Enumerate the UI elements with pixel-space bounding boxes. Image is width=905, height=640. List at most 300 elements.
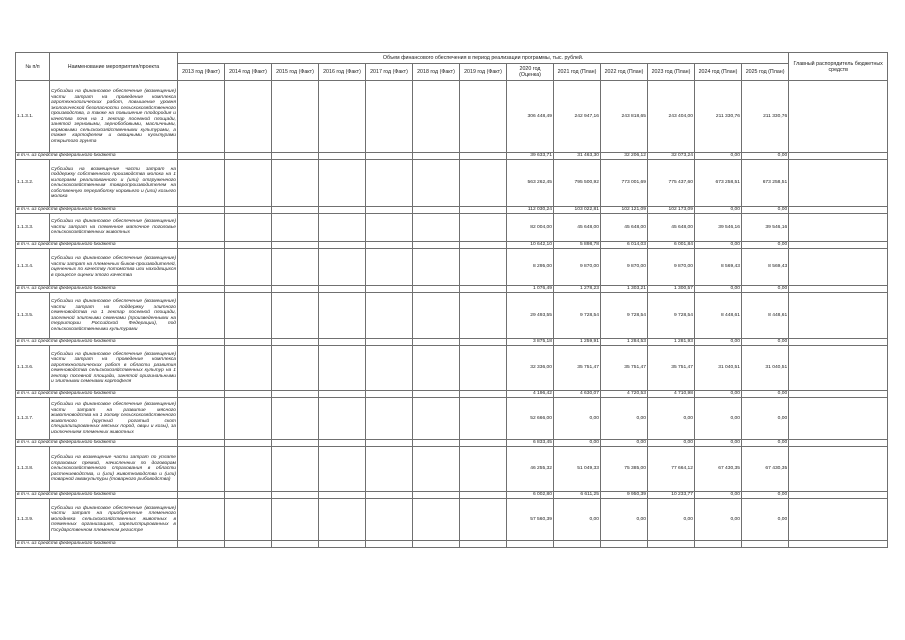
row-value-cell xyxy=(272,249,319,286)
col-header-year: 2013 год (Факт) xyxy=(178,64,225,81)
row-code: 1.1.3.8. xyxy=(16,447,50,492)
federal-value-cell xyxy=(460,286,507,293)
federal-value-cell xyxy=(413,492,460,499)
row-value-cell xyxy=(366,160,413,207)
row-manager-cell xyxy=(789,346,888,391)
row-value-cell xyxy=(225,398,272,440)
row-value-cell xyxy=(460,398,507,440)
row-value-cell xyxy=(460,249,507,286)
row-value-cell: 77 664,12 xyxy=(648,447,695,492)
row-code: 1.1.3.6. xyxy=(16,346,50,391)
table-row xyxy=(16,346,888,391)
federal-value-cell xyxy=(272,492,319,499)
row-value-cell: 211 330,76 xyxy=(695,81,742,153)
row-value-cell: 9 870,00 xyxy=(648,249,695,286)
federal-value-cell xyxy=(225,541,272,548)
federal-value-cell: 10 233,77 xyxy=(648,492,695,499)
federal-value-cell: 102 121,09 xyxy=(601,207,648,214)
federal-manager-cell xyxy=(789,492,888,499)
federal-subrow xyxy=(16,440,888,447)
row-value-cell: 8 448,61 xyxy=(742,293,789,339)
row-value-cell: 0,00 xyxy=(648,499,695,541)
row-manager-cell xyxy=(789,81,888,153)
federal-value-cell xyxy=(695,541,742,548)
row-value-cell xyxy=(413,214,460,242)
row-name: Субсидии на финансовое обеспечение (возмещение) части затрат на поддержку элитного семеноводства на 1 гектар посевной площади, засеянной элитными семенами (произведенными на территории Российской Федерации), под сельскохозяйственными культурами xyxy=(50,293,178,339)
row-value-cell: 773 001,69 xyxy=(601,160,648,207)
federal-subrow-label: в т.ч. из средств федерального бюджета xyxy=(16,286,178,293)
row-value-cell: 51 049,33 xyxy=(554,447,601,492)
federal-value-cell xyxy=(366,286,413,293)
col-header-year: 2019 год (Факт) xyxy=(460,64,507,81)
row-code: 1.1.3.7. xyxy=(16,398,50,440)
federal-value-cell xyxy=(413,339,460,346)
row-value-cell: 8 295,00 xyxy=(507,249,554,286)
federal-value-cell xyxy=(319,492,366,499)
federal-value-cell xyxy=(366,242,413,249)
row-value-cell: 8 569,43 xyxy=(695,249,742,286)
row-value-cell xyxy=(413,81,460,153)
row-value-cell xyxy=(272,214,319,242)
federal-value-cell: 0,00 xyxy=(695,153,742,160)
row-name: Субсидии на финансовое обеспечение (возмещение) части затрат на племенных быков-производителей, оцененных по качеству потомства или находящихся в процессе оценки этого качества xyxy=(50,249,178,286)
col-header-year: 2017 год (Факт) xyxy=(366,64,413,81)
federal-value-cell xyxy=(225,440,272,447)
row-value-cell xyxy=(225,447,272,492)
federal-value-cell: 39 633,71 xyxy=(507,153,554,160)
row-value-cell: 0,00 xyxy=(695,398,742,440)
federal-value-cell: 6 014,03 xyxy=(601,242,648,249)
row-value-cell: 45 648,00 xyxy=(554,214,601,242)
federal-value-cell: 103 022,81 xyxy=(554,207,601,214)
col-header-year: 2018 год (Факт) xyxy=(413,64,460,81)
row-value-cell: 31 040,51 xyxy=(695,346,742,391)
row-value-cell xyxy=(272,346,319,391)
row-value-cell xyxy=(366,398,413,440)
federal-manager-cell xyxy=(789,242,888,249)
row-value-cell xyxy=(460,81,507,153)
row-manager-cell xyxy=(789,249,888,286)
federal-manager-cell xyxy=(789,153,888,160)
col-header-name: Наименование мероприятия/проекта xyxy=(50,53,178,81)
col-header-year: 2014 год (Факт) xyxy=(225,64,272,81)
row-value-cell: 0,00 xyxy=(601,398,648,440)
row-value-cell: 8 569,43 xyxy=(742,249,789,286)
federal-value-cell: 5 898,78 xyxy=(554,242,601,249)
table-row xyxy=(16,293,888,339)
federal-value-cell: 0,00 xyxy=(695,286,742,293)
federal-value-cell: 0,00 xyxy=(554,440,601,447)
federal-subrow xyxy=(16,339,888,346)
federal-value-cell xyxy=(413,391,460,398)
row-value-cell xyxy=(225,249,272,286)
row-value-cell xyxy=(272,160,319,207)
row-value-cell: 0,00 xyxy=(695,499,742,541)
row-name: Субсидии на возмещение части затрат на поддержку собственного производства молока на 1 килограмм реализованного и (или) отгруженного сельскохозяйственным товаропроизводителем на собственную переработку коровьего и (или) козьего молока xyxy=(50,160,178,207)
federal-value-cell: 0,00 xyxy=(742,391,789,398)
col-header-year: 2021 год (План) xyxy=(554,64,601,81)
federal-value-cell xyxy=(366,391,413,398)
row-value-cell: 9 870,00 xyxy=(554,249,601,286)
col-header-year: 2025 год (План) xyxy=(742,64,789,81)
row-value-cell xyxy=(225,293,272,339)
federal-value-cell xyxy=(272,242,319,249)
federal-subrow xyxy=(16,242,888,249)
row-value-cell: 35 751,47 xyxy=(554,346,601,391)
federal-value-cell xyxy=(225,207,272,214)
federal-value-cell: 0,00 xyxy=(742,286,789,293)
row-value-cell xyxy=(413,346,460,391)
federal-subrow-label: в т.ч. из средств федерального бюджета xyxy=(16,153,178,160)
row-manager-cell xyxy=(789,160,888,207)
row-value-cell xyxy=(225,160,272,207)
federal-value-cell xyxy=(178,440,225,447)
federal-value-cell: 4 630,07 xyxy=(554,391,601,398)
row-value-cell xyxy=(178,81,225,153)
federal-value-cell xyxy=(178,339,225,346)
federal-value-cell xyxy=(742,541,789,548)
row-value-cell xyxy=(319,499,366,541)
federal-value-cell xyxy=(413,440,460,447)
federal-value-cell: 0,00 xyxy=(742,440,789,447)
table-row xyxy=(16,249,888,286)
federal-subrow-label: в т.ч. из средств федерального бюджета xyxy=(16,339,178,346)
row-value-cell xyxy=(413,499,460,541)
row-name: Субсидии на финансовое обеспечение (возмещение) части затрат на проведение комплекса агротехнологических работ в области развития семеноводства сельскохозяйственных культур на 1 гектар посевной площади, занятой оригинальными и элитными семенами картофеля xyxy=(50,346,178,391)
federal-value-cell xyxy=(272,339,319,346)
row-value-cell: 243 818,65 xyxy=(601,81,648,153)
row-value-cell xyxy=(319,346,366,391)
row-value-cell: 563 262,45 xyxy=(507,160,554,207)
row-value-cell xyxy=(178,214,225,242)
row-value-cell xyxy=(366,249,413,286)
row-name: Субсидии на финансовое обеспечение (возмещение) части затрат на приобретение племенного молодняка сельскохозяйственных животных в племенных организациях, зарегистрированных в Государственном племенном регистре xyxy=(50,499,178,541)
federal-value-cell: 4 710,98 xyxy=(648,391,695,398)
row-name: Субсидии на финансовое обеспечение (возмещение) части затрат на развитие мясного животноводства на 1 голову сельскохозяйственного животного (крупный рогатый скот специализированных мясных пород, овцы и козы), за исключением племенных животных xyxy=(50,398,178,440)
federal-manager-cell xyxy=(789,541,888,548)
federal-value-cell xyxy=(225,391,272,398)
federal-value-cell xyxy=(319,339,366,346)
row-value-cell xyxy=(319,447,366,492)
federal-subrow xyxy=(16,541,888,548)
row-value-cell: 45 648,00 xyxy=(648,214,695,242)
row-value-cell xyxy=(460,499,507,541)
federal-value-cell: 0,00 xyxy=(742,242,789,249)
row-value-cell xyxy=(319,293,366,339)
federal-value-cell xyxy=(460,541,507,548)
federal-value-cell xyxy=(178,492,225,499)
row-name: Субсидии на финансовое обеспечение (возмещение) части затрат на проведение комплекса агротехнологических работ, повышение уровня экологической безопасности сельскохозяйственного производства, а также на повышение плодородия и качества почв на 1 гектар посевной площади, занятой зерновыми, зернобобовыми, масличными, кормовыми сельскохозяйственными культурами, а также картофелем и овощными культурами открытого грунта xyxy=(50,81,178,153)
federal-value-cell xyxy=(319,242,366,249)
row-value-cell xyxy=(366,447,413,492)
federal-value-cell: 0,00 xyxy=(695,207,742,214)
row-value-cell xyxy=(460,447,507,492)
federal-subrow-label: в т.ч. из средств федерального бюджета xyxy=(16,492,178,499)
federal-value-cell xyxy=(319,541,366,548)
row-value-cell xyxy=(272,293,319,339)
row-code: 1.1.3.2. xyxy=(16,160,50,207)
federal-value-cell: 6 833,45 xyxy=(507,440,554,447)
row-value-cell xyxy=(272,398,319,440)
row-value-cell: 46 255,32 xyxy=(507,447,554,492)
row-value-cell: 9 870,00 xyxy=(601,249,648,286)
federal-value-cell xyxy=(225,339,272,346)
row-value-cell: 0,00 xyxy=(742,398,789,440)
federal-value-cell xyxy=(319,286,366,293)
row-value-cell xyxy=(272,499,319,541)
row-code: 1.1.3.1. xyxy=(16,81,50,153)
federal-manager-cell xyxy=(789,207,888,214)
federal-value-cell: 6 611,25 xyxy=(554,492,601,499)
federal-value-cell: 112 030,24 xyxy=(507,207,554,214)
col-header-year: 2024 год (План) xyxy=(695,64,742,81)
federal-value-cell xyxy=(178,242,225,249)
row-value-cell: 0,00 xyxy=(554,499,601,541)
row-value-cell: 9 728,54 xyxy=(601,293,648,339)
row-value-cell xyxy=(460,214,507,242)
row-value-cell: 795 500,92 xyxy=(554,160,601,207)
row-value-cell xyxy=(178,249,225,286)
federal-value-cell xyxy=(460,339,507,346)
federal-value-cell xyxy=(178,153,225,160)
federal-manager-cell xyxy=(789,391,888,398)
federal-subrow xyxy=(16,286,888,293)
federal-value-cell: 102 173,09 xyxy=(648,207,695,214)
federal-value-cell: 0,00 xyxy=(648,440,695,447)
row-value-cell xyxy=(225,499,272,541)
federal-value-cell: 0,00 xyxy=(742,492,789,499)
federal-value-cell xyxy=(319,391,366,398)
row-value-cell xyxy=(319,160,366,207)
row-value-cell: 9 728,54 xyxy=(554,293,601,339)
federal-subrow-label: в т.ч. из средств федерального бюджета xyxy=(16,242,178,249)
federal-value-cell xyxy=(272,541,319,548)
row-name: Субсидии на финансовое обеспечение (возмещение) части затрат на племенное маточное поголовье сельскохозяйственных животных xyxy=(50,214,178,242)
row-value-cell xyxy=(225,346,272,391)
federal-value-cell: 0,00 xyxy=(695,440,742,447)
row-value-cell xyxy=(178,398,225,440)
federal-value-cell: 0,00 xyxy=(695,492,742,499)
row-value-cell: 82 004,00 xyxy=(507,214,554,242)
federal-value-cell: 0,00 xyxy=(742,207,789,214)
federal-value-cell xyxy=(554,541,601,548)
federal-value-cell: 0,00 xyxy=(742,153,789,160)
row-value-cell: 673 258,51 xyxy=(695,160,742,207)
row-manager-cell xyxy=(789,214,888,242)
federal-value-cell xyxy=(225,242,272,249)
federal-value-cell xyxy=(225,492,272,499)
row-value-cell xyxy=(413,447,460,492)
row-value-cell xyxy=(413,249,460,286)
federal-value-cell xyxy=(272,207,319,214)
federal-value-cell xyxy=(225,286,272,293)
federal-subrow xyxy=(16,153,888,160)
federal-value-cell xyxy=(413,153,460,160)
federal-value-cell xyxy=(413,541,460,548)
row-value-cell: 35 751,47 xyxy=(648,346,695,391)
row-code: 1.1.3.9. xyxy=(16,499,50,541)
row-manager-cell xyxy=(789,447,888,492)
federal-subrow xyxy=(16,207,888,214)
row-value-cell: 52 666,00 xyxy=(507,398,554,440)
federal-value-cell xyxy=(366,339,413,346)
row-code: 1.1.3.4. xyxy=(16,249,50,286)
row-value-cell xyxy=(460,293,507,339)
federal-value-cell: 4 196,42 xyxy=(507,391,554,398)
federal-value-cell: 1 281,93 xyxy=(648,339,695,346)
federal-value-cell xyxy=(460,492,507,499)
row-value-cell xyxy=(460,346,507,391)
row-value-cell xyxy=(366,293,413,339)
federal-value-cell: 0,00 xyxy=(695,339,742,346)
budget-table xyxy=(15,52,888,548)
table-row xyxy=(16,160,888,207)
federal-value-cell xyxy=(272,391,319,398)
federal-manager-cell xyxy=(789,286,888,293)
row-value-cell: 67 430,35 xyxy=(742,447,789,492)
federal-value-cell xyxy=(272,286,319,293)
federal-value-cell xyxy=(366,492,413,499)
federal-value-cell xyxy=(648,541,695,548)
row-value-cell: 0,00 xyxy=(742,499,789,541)
table-row xyxy=(16,81,888,153)
federal-subrow-label: в т.ч. из средств федерального бюджета xyxy=(16,541,178,548)
federal-value-cell xyxy=(460,391,507,398)
col-header-year: 2023 год (План) xyxy=(648,64,695,81)
row-value-cell xyxy=(225,81,272,153)
federal-value-cell xyxy=(460,153,507,160)
row-value-cell xyxy=(178,447,225,492)
row-value-cell: 243 404,00 xyxy=(648,81,695,153)
federal-value-cell xyxy=(366,440,413,447)
row-value-cell: 0,00 xyxy=(554,398,601,440)
row-value-cell: 0,00 xyxy=(601,499,648,541)
federal-value-cell xyxy=(225,153,272,160)
col-header-year: 2022 год (План) xyxy=(601,64,648,81)
federal-value-cell xyxy=(507,541,554,548)
federal-value-cell xyxy=(178,391,225,398)
federal-value-cell xyxy=(460,440,507,447)
row-value-cell: 673 258,51 xyxy=(742,160,789,207)
row-manager-cell xyxy=(789,398,888,440)
row-manager-cell xyxy=(789,293,888,339)
row-value-cell xyxy=(178,293,225,339)
row-value-cell xyxy=(319,398,366,440)
row-value-cell xyxy=(319,249,366,286)
row-value-cell xyxy=(178,346,225,391)
federal-value-cell xyxy=(366,207,413,214)
federal-value-cell: 4 720,53 xyxy=(601,391,648,398)
federal-value-cell xyxy=(319,207,366,214)
table-row xyxy=(16,499,888,541)
federal-value-cell xyxy=(413,242,460,249)
federal-value-cell xyxy=(366,153,413,160)
federal-value-cell: 10 642,10 xyxy=(507,242,554,249)
federal-value-cell: 3 875,18 xyxy=(507,339,554,346)
federal-manager-cell xyxy=(789,440,888,447)
row-value-cell: 211 330,76 xyxy=(742,81,789,153)
federal-value-cell xyxy=(272,440,319,447)
row-value-cell: 35 751,47 xyxy=(601,346,648,391)
federal-value-cell: 6 002,80 xyxy=(507,492,554,499)
row-value-cell xyxy=(319,81,366,153)
row-value-cell: 32 336,00 xyxy=(507,346,554,391)
row-value-cell: 75 385,00 xyxy=(601,447,648,492)
col-header-funding-group: Объем финансового обеспечения в период реализации программы, тыс. рублей. xyxy=(178,53,789,64)
row-value-cell: 39 546,16 xyxy=(742,214,789,242)
row-value-cell xyxy=(366,499,413,541)
row-code: 1.1.3.3. xyxy=(16,214,50,242)
row-value-cell xyxy=(366,214,413,242)
federal-value-cell: 1 284,53 xyxy=(601,339,648,346)
row-value-cell xyxy=(178,160,225,207)
federal-subrow xyxy=(16,391,888,398)
federal-value-cell: 0,00 xyxy=(695,391,742,398)
row-value-cell xyxy=(178,499,225,541)
federal-value-cell xyxy=(601,541,648,548)
row-value-cell xyxy=(413,160,460,207)
federal-value-cell: 31 463,30 xyxy=(554,153,601,160)
federal-value-cell: 0,00 xyxy=(742,339,789,346)
row-value-cell: 39 546,16 xyxy=(695,214,742,242)
col-header-manager: Главный распорядитель бюджетных средств xyxy=(789,53,888,81)
federal-value-cell: 1 076,49 xyxy=(507,286,554,293)
col-header-number: № п/п xyxy=(16,53,50,81)
federal-value-cell xyxy=(366,541,413,548)
federal-value-cell: 1 259,91 xyxy=(554,339,601,346)
row-manager-cell xyxy=(789,499,888,541)
federal-subrow-label: в т.ч. из средств федерального бюджета xyxy=(16,391,178,398)
table-row xyxy=(16,447,888,492)
col-header-year: 2015 год (Факт) xyxy=(272,64,319,81)
federal-value-cell xyxy=(178,541,225,548)
row-value-cell xyxy=(366,81,413,153)
row-value-cell xyxy=(272,81,319,153)
federal-value-cell xyxy=(319,440,366,447)
federal-subrow xyxy=(16,492,888,499)
federal-value-cell xyxy=(460,207,507,214)
col-header-year: 2016 год (Факт) xyxy=(319,64,366,81)
row-value-cell xyxy=(225,214,272,242)
federal-value-cell: 32 206,12 xyxy=(601,153,648,160)
federal-subrow-label: в т.ч. из средств федерального бюджета xyxy=(16,440,178,447)
row-value-cell: 31 040,51 xyxy=(742,346,789,391)
row-value-cell: 306 448,49 xyxy=(507,81,554,153)
federal-value-cell: 6 001,84 xyxy=(648,242,695,249)
budget-sheet xyxy=(15,52,888,548)
federal-value-cell xyxy=(272,153,319,160)
row-value-cell xyxy=(366,346,413,391)
row-value-cell: 0,00 xyxy=(648,398,695,440)
table-row xyxy=(16,214,888,242)
table-row xyxy=(16,398,888,440)
federal-value-cell xyxy=(413,207,460,214)
row-value-cell: 45 648,00 xyxy=(601,214,648,242)
row-value-cell xyxy=(413,398,460,440)
federal-value-cell xyxy=(319,153,366,160)
federal-value-cell: 0,00 xyxy=(695,242,742,249)
row-name: Субсидии на возмещение части затрат по уплате страховых премий, начисленных по договорам сельскохозяйственного страхования в области растениеводства, и (или) животноводства и (или) товарной аквакультуры (товарного рыбоводства) xyxy=(50,447,178,492)
row-value-cell xyxy=(319,214,366,242)
row-value-cell: 9 728,54 xyxy=(648,293,695,339)
federal-value-cell: 1 278,23 xyxy=(554,286,601,293)
row-value-cell: 57 560,39 xyxy=(507,499,554,541)
row-value-cell: 775 437,60 xyxy=(648,160,695,207)
federal-subrow-label: в т.ч. из средств федерального бюджета xyxy=(16,207,178,214)
federal-value-cell: 0,00 xyxy=(601,440,648,447)
col-header-year: 2020 год (Оценка) xyxy=(507,64,554,81)
row-value-cell xyxy=(460,160,507,207)
